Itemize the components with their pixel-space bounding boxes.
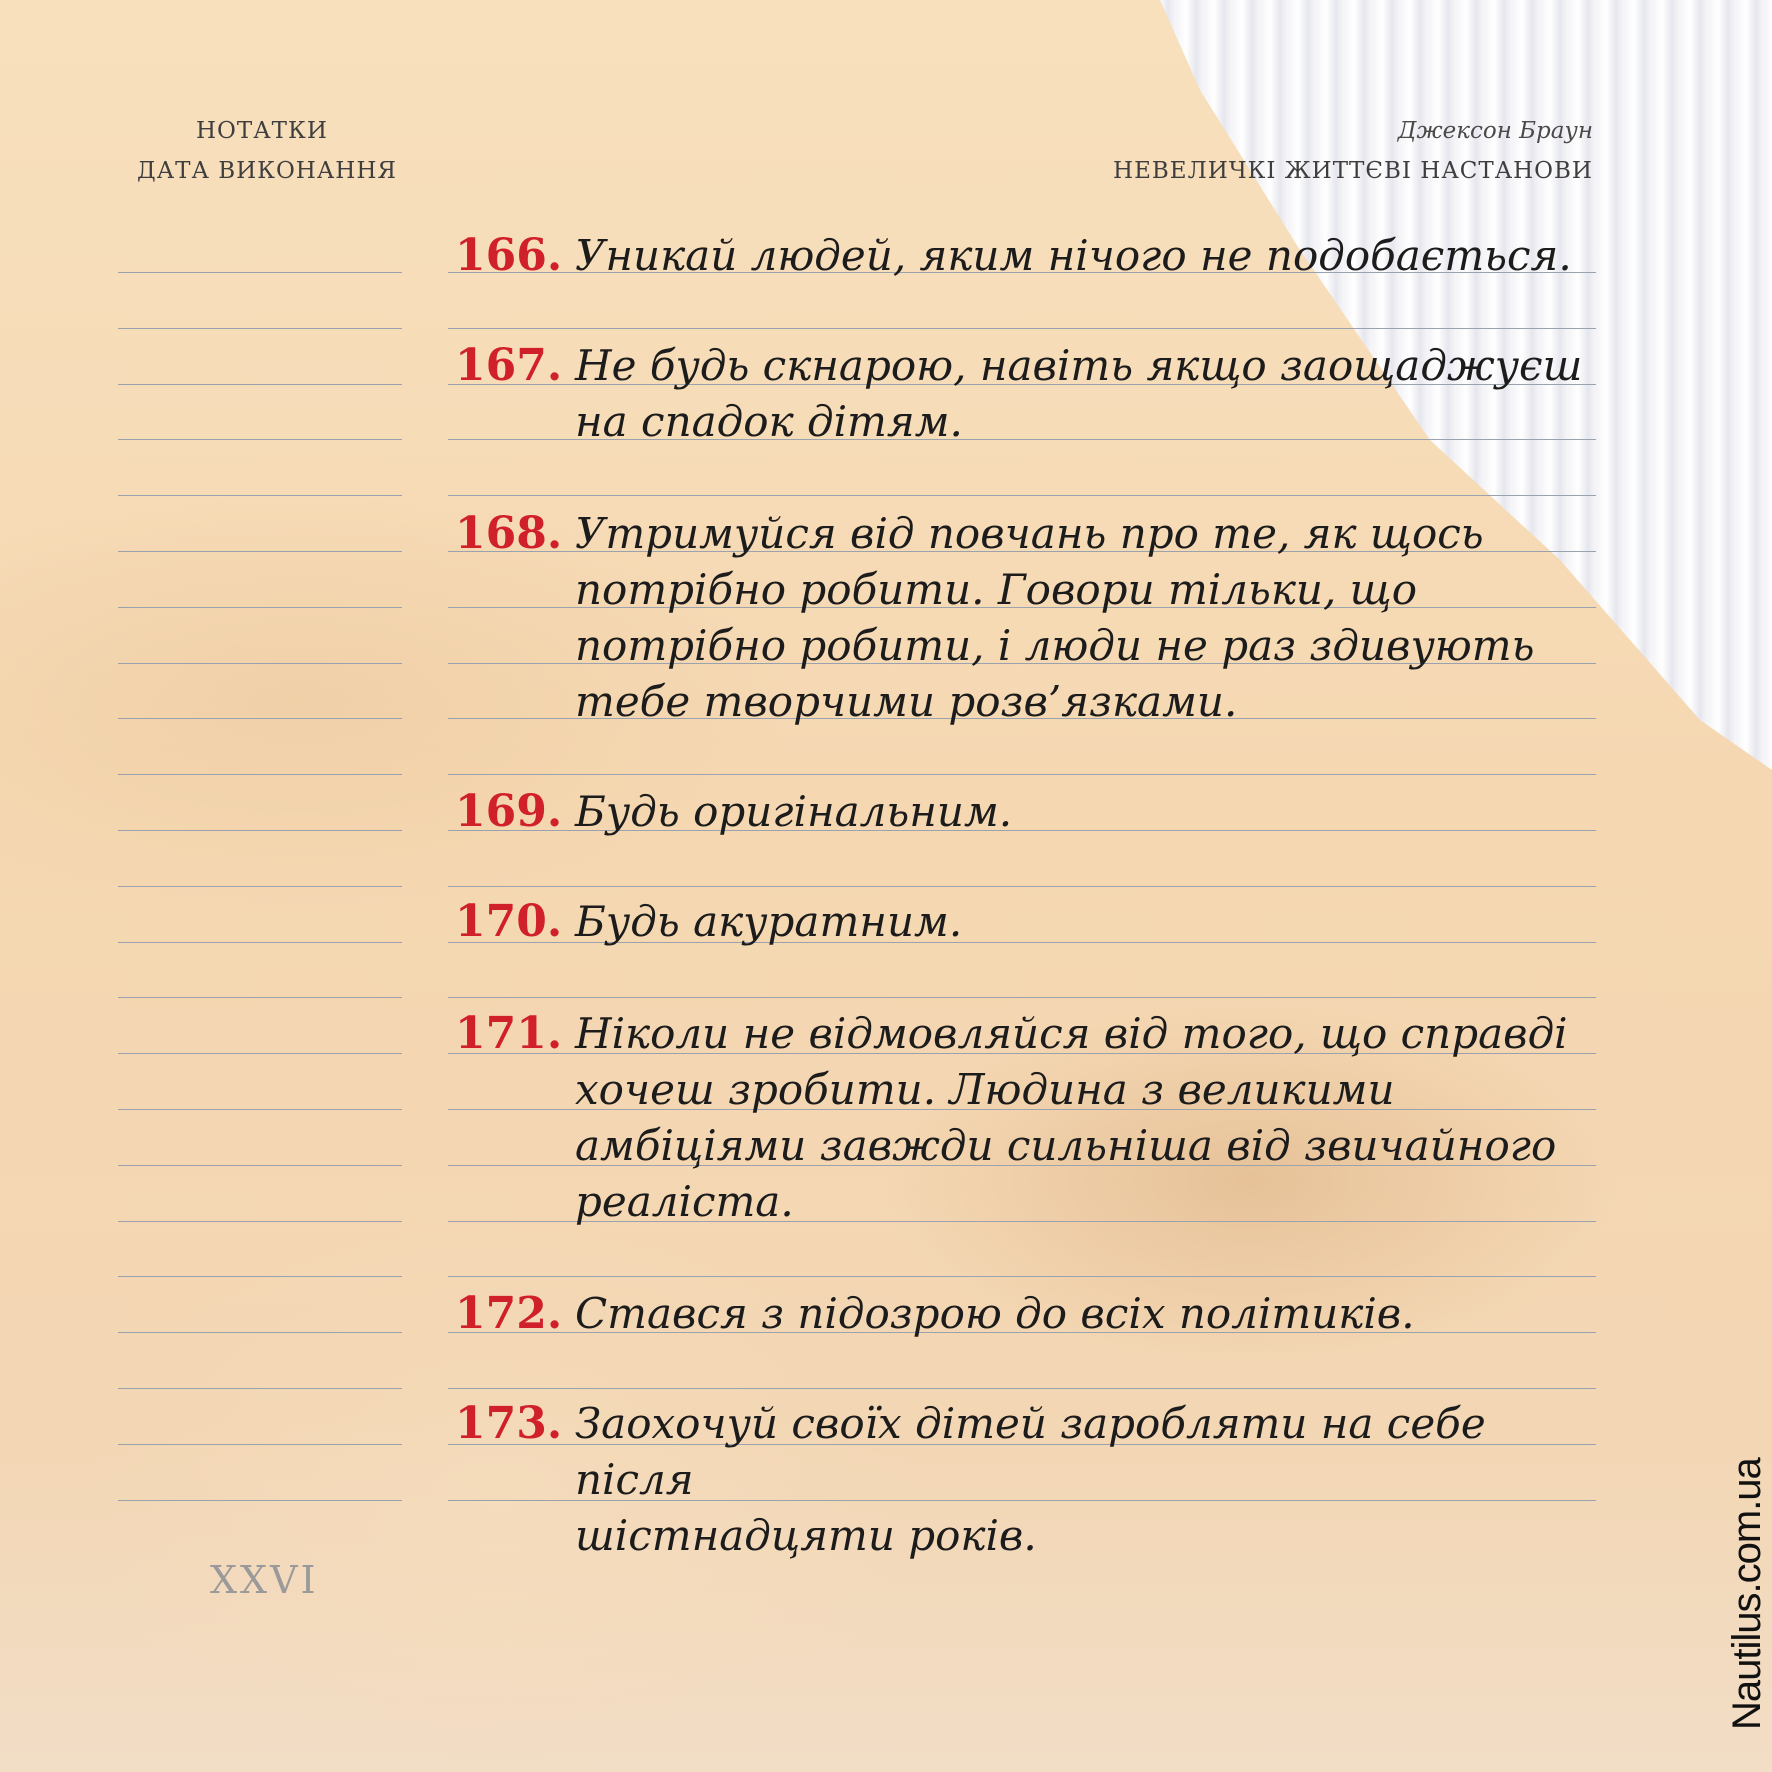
publisher-website: Nautilus.com.ua [1725,1458,1769,1730]
notes-rule-line [118,495,402,496]
text-rule-line [448,495,1596,496]
completion-date-heading: ДАТА ВИКОНАННЯ [137,158,397,184]
notes-rule-line [118,328,402,329]
notes-rule-line [118,439,402,440]
item-text: Не будь скнарою, навіть якщо заощаджуєш на спадок дітям. [575,341,1583,446]
notes-rule-line [118,384,402,385]
notes-rule-line [118,997,402,998]
item-text: Стався з підозрою до всіх політиків. [575,1289,1415,1338]
text-rule-line [448,774,1596,775]
item-number: 170. [455,896,563,947]
notes-rule-line [118,663,402,664]
text-rule-line [448,886,1596,887]
item-number: 167. [455,340,563,391]
item-text: Утримуйся від повчань про те, як щось потрібно робити. Говори тільки, що потрібно робити, і люди не раз здивують тебе творчими розв’язками. [575,509,1535,726]
notes-rule-line [118,1109,402,1110]
page-number: XXVI [210,1558,319,1602]
notes-rule-line [118,1165,402,1166]
notes-rule-line [118,1332,402,1333]
book-title: НЕВЕЛИЧКІ ЖИТТЄВІ НАСТАНОВИ [1113,158,1593,184]
text-rule-line [448,997,1596,998]
notes-rule-line [118,718,402,719]
notes-rule-line [118,1444,402,1445]
item-number: 166. [455,230,563,281]
notes-rule-line [118,942,402,943]
item-number: 169. [455,786,563,837]
item-number: 173. [455,1398,563,1449]
notes-rule-line [118,1276,402,1277]
notes-rule-line [118,1221,402,1222]
notes-rule-line [118,886,402,887]
item-text: Будь оригінальним. [575,787,1013,836]
notes-rule-line [118,551,402,552]
notes-rule-line [118,774,402,775]
notes-rule-line [118,1500,402,1501]
item-number: 168. [455,508,563,559]
item-text: Ніколи не відмовляйся від того, що справді хочеш зробити. Людина з великими амбіціями завжди сильніша від звичайного реаліста. [575,1009,1568,1226]
text-rule-line [448,1388,1596,1389]
notes-rule-line [118,272,402,273]
notes-rule-line [118,607,402,608]
author-name: Джексон Браун [1397,118,1593,144]
item-text: Будь акуратним. [575,897,963,946]
text-rule-line [448,328,1596,329]
notes-rule-line [118,1053,402,1054]
item-number: 171. [455,1008,563,1059]
notes-rule-line [118,830,402,831]
item-number: 172. [455,1288,563,1339]
notes-heading: НОТАТКИ [196,118,328,144]
item-text: Уникай людей, яким нічого не подобається. [575,231,1572,280]
text-rule-line [448,1276,1596,1277]
notes-rule-line [118,1388,402,1389]
item-text: Заохочуй своїх дітей заробляти на себе після шістнадцяти років. [575,1399,1486,1560]
